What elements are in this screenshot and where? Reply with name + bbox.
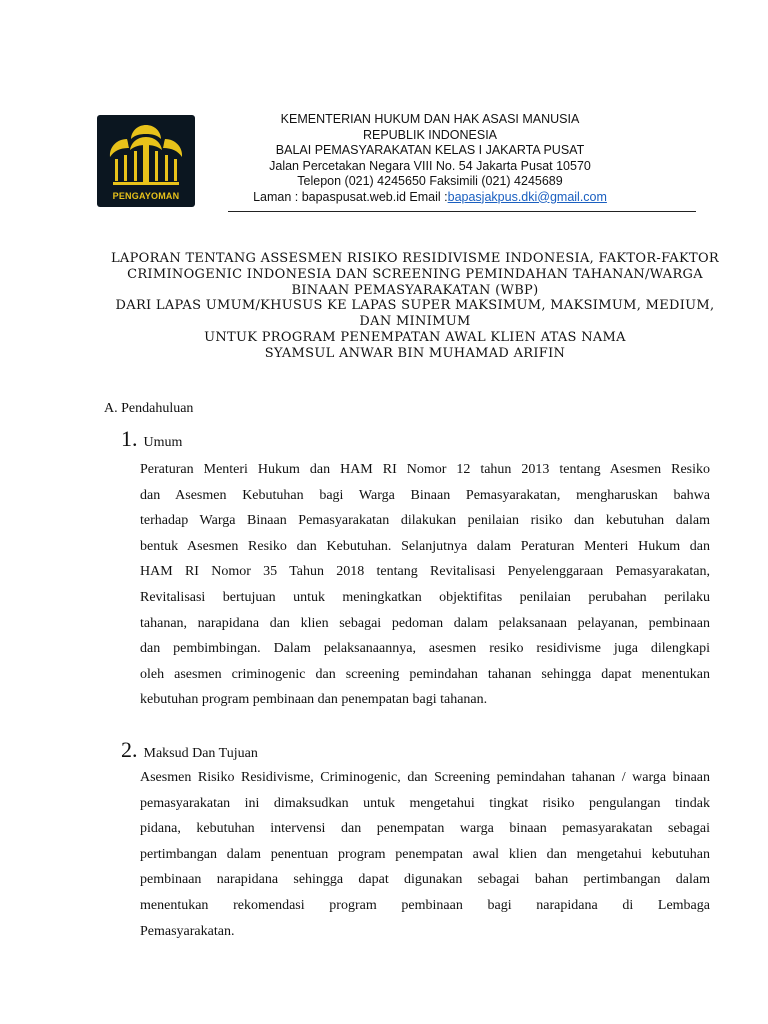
section-a-heading: A. Pendahuluan [104,401,194,416]
paragraph-umum [140,457,710,713]
logo-caption: PENGAYOMAN [112,191,180,201]
paragraph-line: bentuk Asesmen Resiko dan Kebutuhan. Selanjutnya dalam Peraturan Menteri Hukum dan [140,538,710,554]
paragraph-line: oleh asesmen criminogenic dan screening pemindahan tahanan sehingga dapat menentukan [140,666,710,682]
paragraph-line: pemasyarakatan ini dimaksudkan untuk mengetahui tingkat risiko pengulangan tindak [140,795,710,811]
subsection-number: 2. [121,737,138,762]
subsection-title: Maksud Dan Tujuan [143,746,258,761]
title-line: LAPORAN TENTANG ASSESMEN RISIKO RESIDIVISME INDONESIA, FAKTOR-FAKTOR [110,251,720,266]
letterhead [210,112,650,205]
paragraph-line: pidana, kebutuhan intervensi dan penempatan warga binaan pemasyarakatan sebagai [140,821,710,837]
paragraph-line: terhadap Warga Binaan Pemasyarakatan dilakukan penilaian risiko dan kebutuhan dalam [140,513,710,529]
title-line: BINAAN PEMASYARAKATAN (WBP) [291,282,539,298]
office-web-email [210,190,650,206]
subsection-2-heading [121,737,258,763]
paragraph-line: tahanan, narapidana dan klien sebagai pedoman dalam pelaksanaan pelayanan, pembinaan [140,615,710,631]
title-line: UNTUK PROGRAM PENEMPATAN AWAL KLIEN ATAS NAMA [204,329,626,345]
paragraph-line: menentukan rekomendasi program pembinaan bagi narapidana di Lembaga [140,897,710,913]
email-link[interactable]: bapasjakpus.dki@gmail.com [447,189,607,204]
paragraph-line: pembinaan narapidana sehingga dapat digunakan sebagai bahan pertimbangan dalam [140,872,710,888]
title-line: DAN MINIMUM [359,314,471,330]
report-title [80,251,750,362]
paragraph-line: Pemasyarakatan. [140,923,235,939]
pengayoman-logo [97,115,195,207]
letterhead-divider [228,211,696,212]
ministry-name: KEMENTERIAN HUKUM DAN HAK ASASI MANUSIA [280,112,580,126]
subsection-number: 1. [121,426,138,451]
web-label: Laman : bapaspusat.web.id Email : [253,189,448,204]
title-line: DARI LAPAS UMUM/KHUSUS KE LAPAS SUPER MAKSIMUM, MAKSIMUM, MEDIUM, [115,298,715,314]
paragraph-line: dan pembimbingan. Dalam pelaksanaannya, asesmen resiko residivisme juga dilengkapi [140,641,710,657]
paragraph-line: Revitalisasi bertujuan untuk meningkatkan objektifitas penilaian perubahan perilaku [140,589,710,605]
office-address: Jalan Percetakan Negara VIII No. 54 Jakarta Pusat 10570 [269,158,591,173]
paragraph-line: dan Asesmen Kebutuhan bagi Warga Binaan Pemasyarakatan, mengharuskan bahwa [140,487,710,503]
office-name: BALAI PEMASYARAKATAN KELAS I JAKARTA PUSAT [275,143,585,157]
title-line: CRIMINOGENIC INDONESIA DAN SCREENING PEMINDAHAN TAHANAN/WARGA [127,266,703,282]
office-phone: Telepon (021) 4245650 Faksimili (021) 4245689 [297,174,563,188]
paragraph-line: pertimbangan dalam penentuan program penempatan awal klien dan mengetahui kebutuhan [140,846,710,862]
paragraph-line: Peraturan Menteri Hukum dan HAM RI Nomor 12 tahun 2013 tentang Asesmen Resiko [140,462,710,477]
paragraph-line: Asesmen Risiko Residivisme, Criminogenic, dan Screening pemindahan tahanan / warga binaan [140,770,710,785]
country-name: REPUBLIK INDONESIA [362,127,498,142]
subsection-title: Umum [143,435,183,450]
paragraph-line: HAM RI Nomor 35 Tahun 2018 tentang Revitalisasi Penyelenggaraan Pemasyarakatan, [140,564,710,580]
subsection-1-heading [121,426,182,452]
title-line: SYAMSUL ANWAR BIN MUHAMAD ARIFIN [264,345,566,361]
paragraph-maksud-tujuan [140,765,710,944]
paragraph-line: kebutuhan program pembinaan dan penempatan bagi tahanan. [140,692,488,708]
